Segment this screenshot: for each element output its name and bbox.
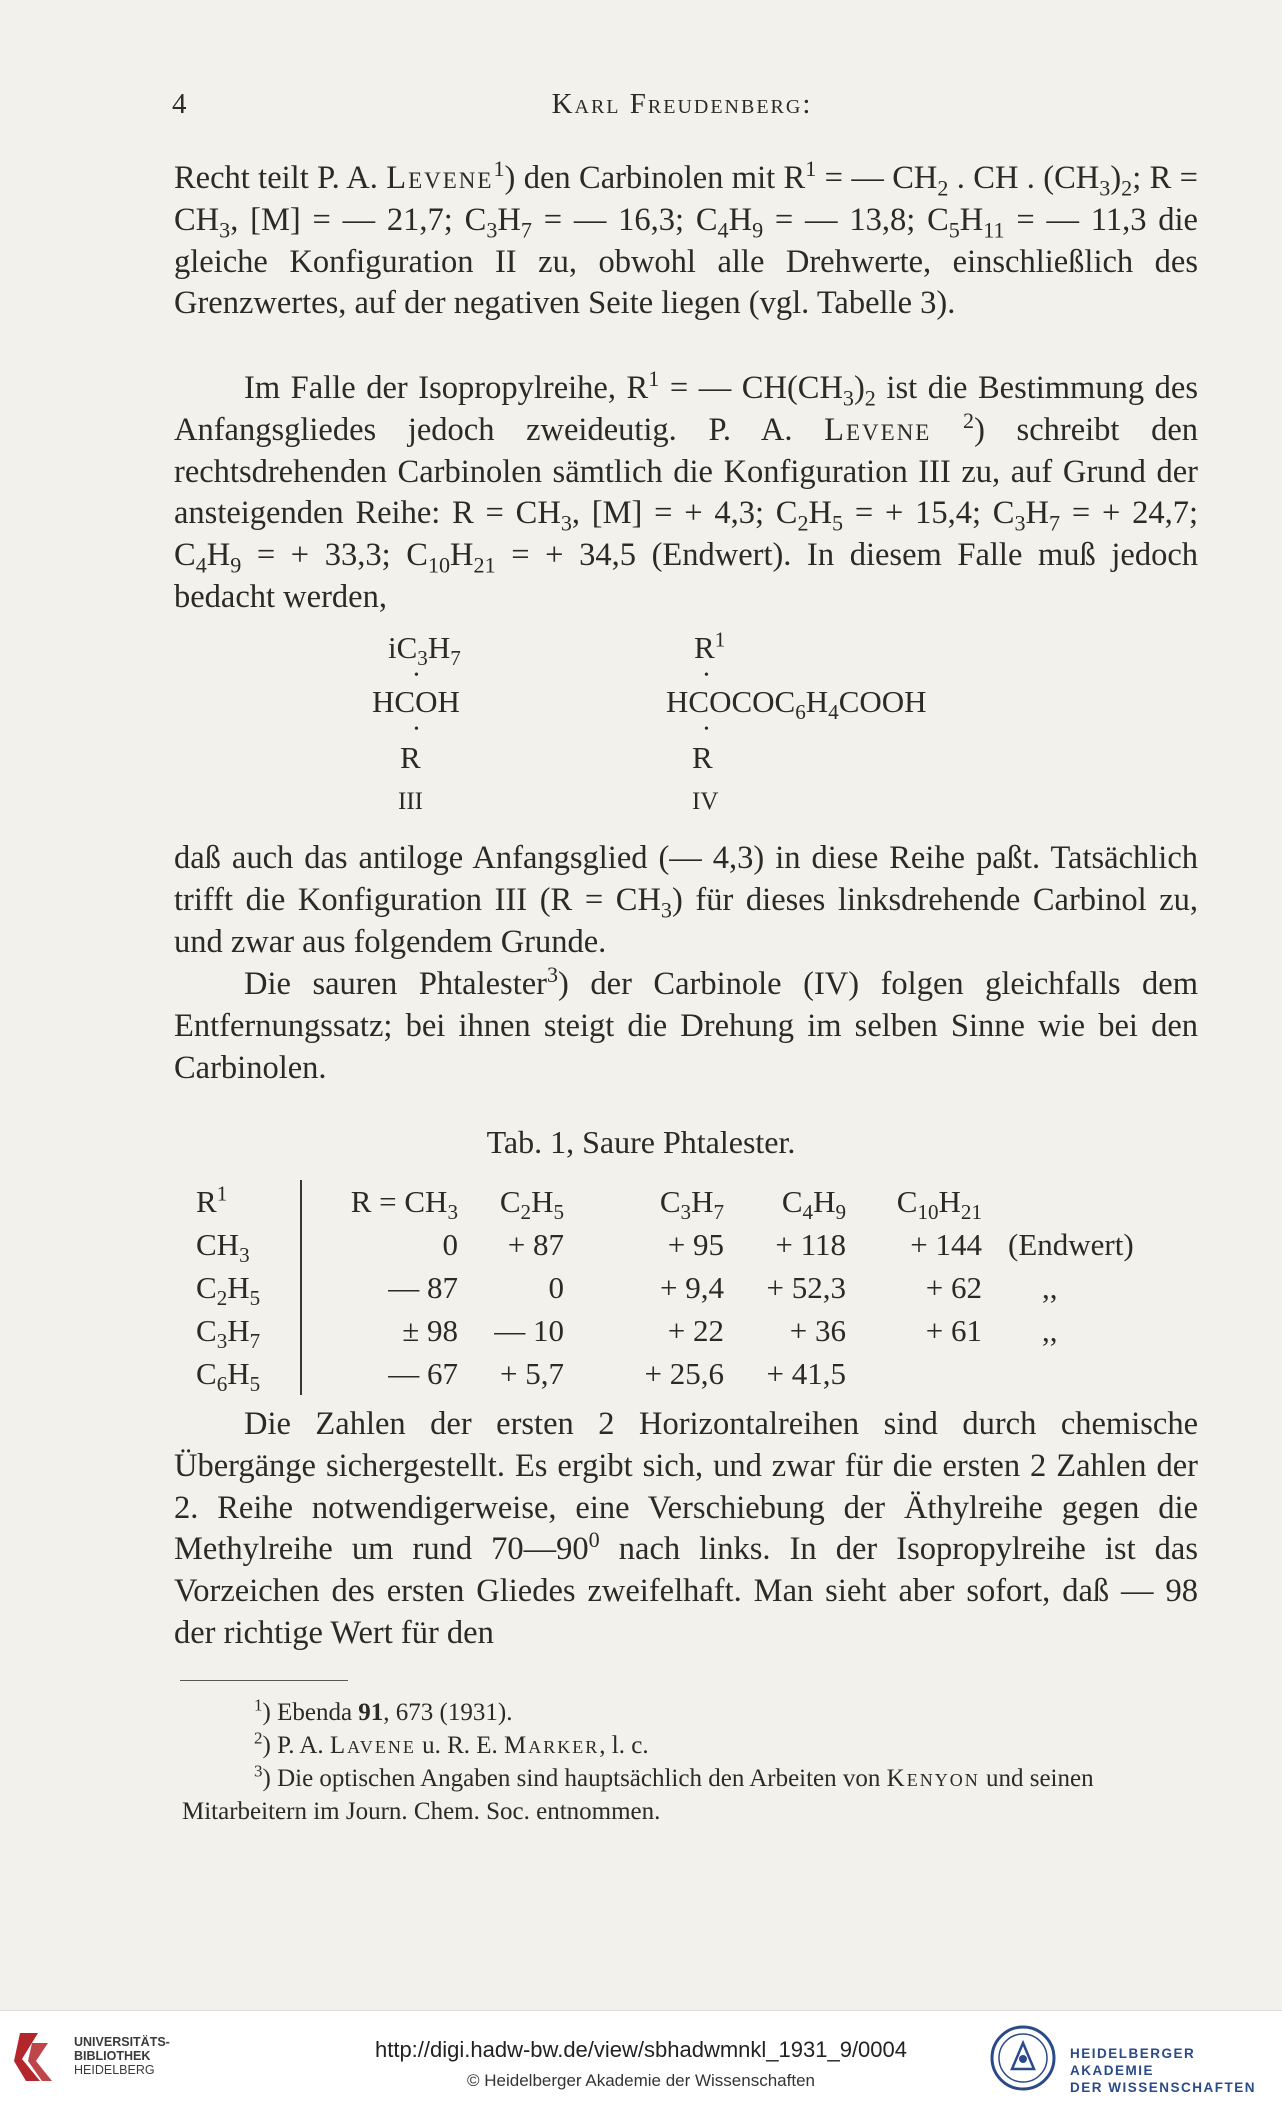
formula-iv-mid: $HCOCOC_6H_4COOH$ (666, 684, 927, 725)
academy-name: HEIDELBERGER AKADEMIE DER WISSENSCHAFTEN (1070, 2046, 1257, 2095)
paragraph-1: Recht teilt P. A. Levene$^1$) den Carbinolen mit $R^1$ = — $CH_2$ . CH . $(CH_3)_2$; $R = CH_3$, [M] = — 21,7; $C_3H_7$ = — 16,3; $C_4H_9$ = — 13,8; $C_5H_{11}$ = — 11,3 die gleiche Konfiguration II zu, obwohl alle Drehwerte, einschließlich des Grenzwertes, auf der negativen Seite liegen (vgl. Tabelle 3). (174, 156, 1198, 322)
paragraph-3: daß auch das antiloge Anfangsglied (— 4,3) in diese Reihe paßt. Tatsächlich trifft die Konfiguration III $(R = CH_3)$ für dieses linksdrehende Carbinol zu, und zwar aus folgendem Grunde. (174, 840, 1199, 960)
copyright-notice: © Heidelberger Akademie der Wissenschaften (467, 2071, 815, 2090)
table-header-row: $R^1$ $R = CH_3$ $C_2H_5$ $C_3H_7$ $C_4H_9$ $C_{10}H_{21}$ (196, 1181, 982, 1224)
footnotes (182, 1696, 1202, 1828)
permalink-url[interactable]: http://digi.hadw-bw.de/view/sbhadwmnkl_1931_9/0004 (374, 2037, 908, 2062)
footnote-ref-3[interactable]: 3 (546, 962, 559, 988)
page-number: 4 (172, 88, 187, 120)
footnote-ref-1[interactable]: 1 (493, 156, 505, 182)
structural-formulas: $iC_3H_7$ • HCOH • R III $R^1$ • $HCOCOC_6H_4COOH$ • R IV (372, 627, 927, 815)
academy-seal-icon (990, 2025, 1056, 2091)
table-row: $CH_3$ 0 + 87 + 95 + 118 + 144 (Endwert) (196, 1223, 1232, 1266)
footnote-2: $^2$) P. A. Lavene u. R. E. Marker, l. c. (254, 1728, 649, 1759)
running-title: Karl Freudenberg: (551, 88, 813, 120)
phtalester-table (196, 1180, 1232, 1395)
table-row: $C_3H_7$ ± 98 — 10 + 22 + 36 + 61 ,, (196, 1309, 1232, 1352)
table-row: $C_6H_5$ — 67 + 5,7 + 25,6 + 41,5 (196, 1352, 1232, 1395)
paragraph-4: Die sauren Phtalester$^3$) der Carbinole (IV) folgen gleichfalls dem Entfernungssatz; bei ihnen steigt die Drehung im selben Sinne wie bei den Carbinolen. (174, 962, 1199, 1086)
viewer-footer (0, 2010, 1282, 2105)
formula-iv-top: $R^1$ (694, 627, 726, 665)
author-levene: Levene (386, 160, 494, 196)
formula-iv-bottom: R (692, 740, 713, 775)
university-library-name: UNIVERSITÄTS- BIBLIOTHEK HEIDELBERG (74, 2035, 170, 2077)
formula-iii-label: III (398, 788, 423, 815)
table-title: Tab. 1, Saure Phtalester. (486, 1124, 796, 1160)
formula-iii-top: $iC_3H_7$ (388, 630, 461, 671)
footnote-ref-2[interactable]: 2 (963, 407, 975, 433)
formula-iv-label: IV (692, 788, 719, 815)
footnote-1: $^1$) Ebenda 91, 673 (1931). (254, 1695, 513, 1726)
paragraph-5: Die Zahlen der ersten 2 Horizontalreihen sind durch chemische Übergänge sichergestellt. Es ergibt sich, und zwar für die ersten 2 Zahlen der 2. Reihe notwendigerweise, eine Verschiebung der Äthylreihe gegen die Methylreihe um rund $70—90^0$ nach links. In der Isopropylreihe ist das Vorzeichen des ersten Gliedes zweifelhaft. Man sieht aber sofort, daß — 98 der richtige Wert für den (174, 1406, 1199, 1651)
page-header (172, 88, 1192, 132)
formula-iii-mid: HCOH (372, 684, 460, 719)
footnote-rule (180, 1680, 348, 1681)
paragraph-2: Im Falle der Isopropylreihe, $R^1$ = — $CH(CH_3)_2$ ist die Bestimmung des Anfangsgliedes jedoch zweideutig. P. A. Levene $^2$) schreibt den rechtsdrehenden Carbinolen sämtlich die Konfiguration III zu, auf Grund der ansteigenden Reihe: $R = CH_3$, [M] = + 4,3; $C_2H_5$ = + 15,4; $C_3H_7$ = + 24,7; $C_4H_9$ = + 33,3; $C_{10}H_{21}$ = + 34,5 (Endwert). In diesem Falle muß jedoch bedacht werden, (174, 366, 1198, 615)
formula-iii-bottom: R (400, 740, 421, 775)
table-row: $C_2H_5$ — 87 0 + 9,4 + 52,3 + 62 ,, (196, 1266, 1232, 1309)
footnote-3: $^3$) Die optischen Angaben sind hauptsächlich den Arbeiten von Kenyon und seinen Mitarbeitern im Journ. Chem. Soc. entnommen. (182, 1761, 1094, 1825)
author-levene-2: Levene (824, 411, 932, 448)
